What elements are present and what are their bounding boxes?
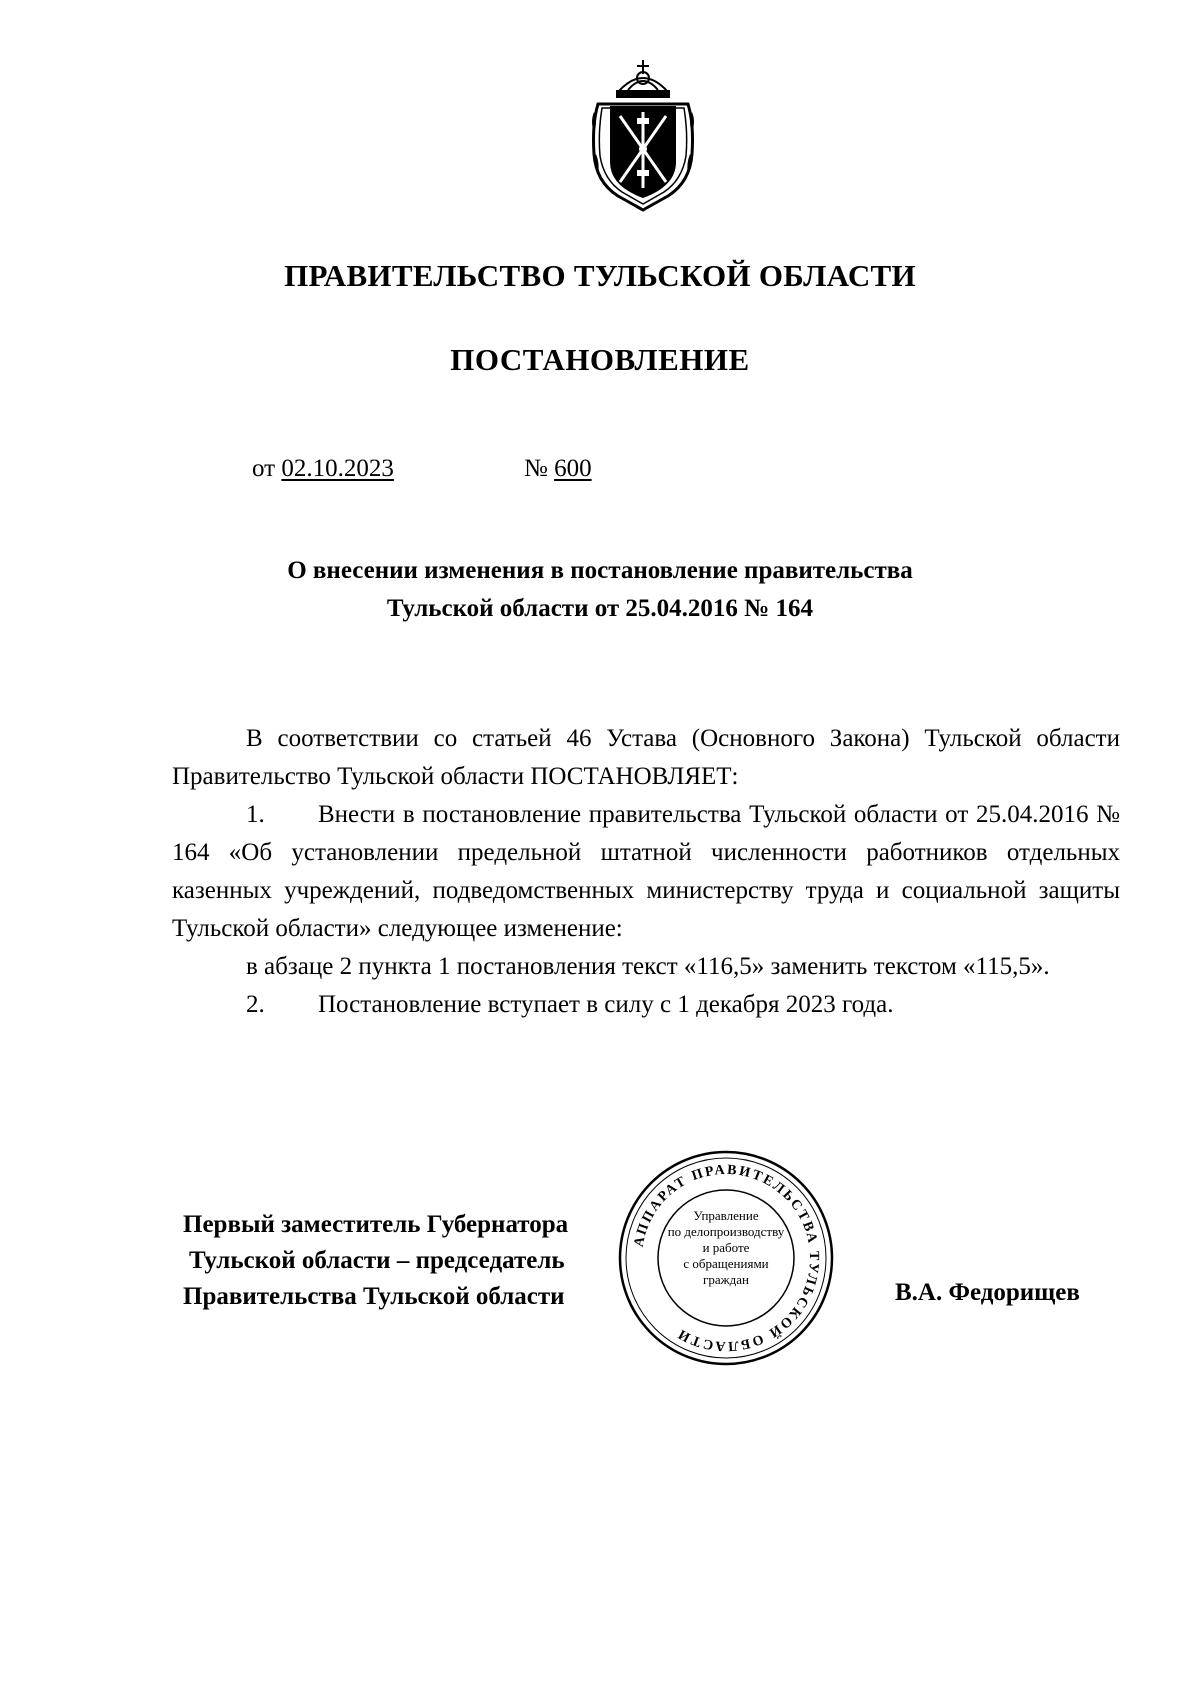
position-line-2: Тульской области – председатель: [189, 1247, 565, 1274]
date-prefix: от: [252, 455, 276, 482]
item-1-number: 1.: [246, 801, 265, 828]
document-number: [524, 455, 592, 483]
stamp-center-text: [636, 1208, 816, 1288]
stamp-line-2: по делопроизводству: [667, 1224, 785, 1239]
number-value: 600: [554, 455, 592, 482]
preamble-paragraph: В соответствии со статьей 46 Устава (Основного Закона) Тульской области Правительство Тульской области ПОСТАНОВЛЯЕТ:: [172, 725, 1120, 790]
subject-line-1: О внесении изменения в постановление правительства: [287, 557, 913, 584]
document-type-title: ПОСТАНОВЛЕНИЕ: [450, 342, 750, 377]
stamp-ring-text: АППАРАТ ПРАВИТЕЛЬСТВА ТУЛЬСКОЙ ОБЛАСТИ: [631, 1162, 822, 1354]
stamp-line-4: с обращениями: [683, 1256, 769, 1271]
signatory-position: [183, 1207, 568, 1315]
item-2-paragraph: [172, 986, 1120, 1024]
position-line-1: Первый заместитель Губернатора: [183, 1211, 569, 1238]
document-date: [252, 455, 394, 483]
subject-line-2: Тульской области от 25.04.2016 № 164: [386, 595, 814, 622]
coat-of-arms-icon: [588, 54, 698, 214]
stamp-line-5: граждан: [703, 1272, 749, 1287]
document-body: [172, 720, 1120, 1024]
government-title: ПРАВИТЕЛЬСТВО ТУЛЬСКОЙ ОБЛАСТИ: [284, 258, 916, 293]
item-2-text: Постановление вступает в силу с 1 декабря 2023 года.: [318, 991, 894, 1018]
document-subject: [0, 552, 1200, 628]
item-1-text: Внести в постановление правительства Тульской области от 25.04.2016 № 164 «Об установлении предельной штатной численности работников отдельных казенных учреждений, подведомственных министерству труда и социальной защиты Тульской области» следующее изменение:: [172, 801, 1120, 942]
date-value: 02.10.2023: [281, 455, 394, 482]
position-line-3: Правительства Тульской области: [183, 1283, 565, 1310]
item-1-paragraph: [172, 796, 1120, 948]
signatory-name: В.А. Федорищев: [895, 1279, 1080, 1306]
stamp-line-3: и работе: [702, 1240, 750, 1255]
amendment-paragraph: в абзаце 2 пункта 1 постановления текст «116,5» заменить текстом «115,5».: [246, 953, 1050, 980]
item-2-number: 2.: [246, 991, 265, 1018]
stamp-line-1: Управление: [693, 1208, 759, 1223]
number-prefix: №: [524, 455, 548, 482]
